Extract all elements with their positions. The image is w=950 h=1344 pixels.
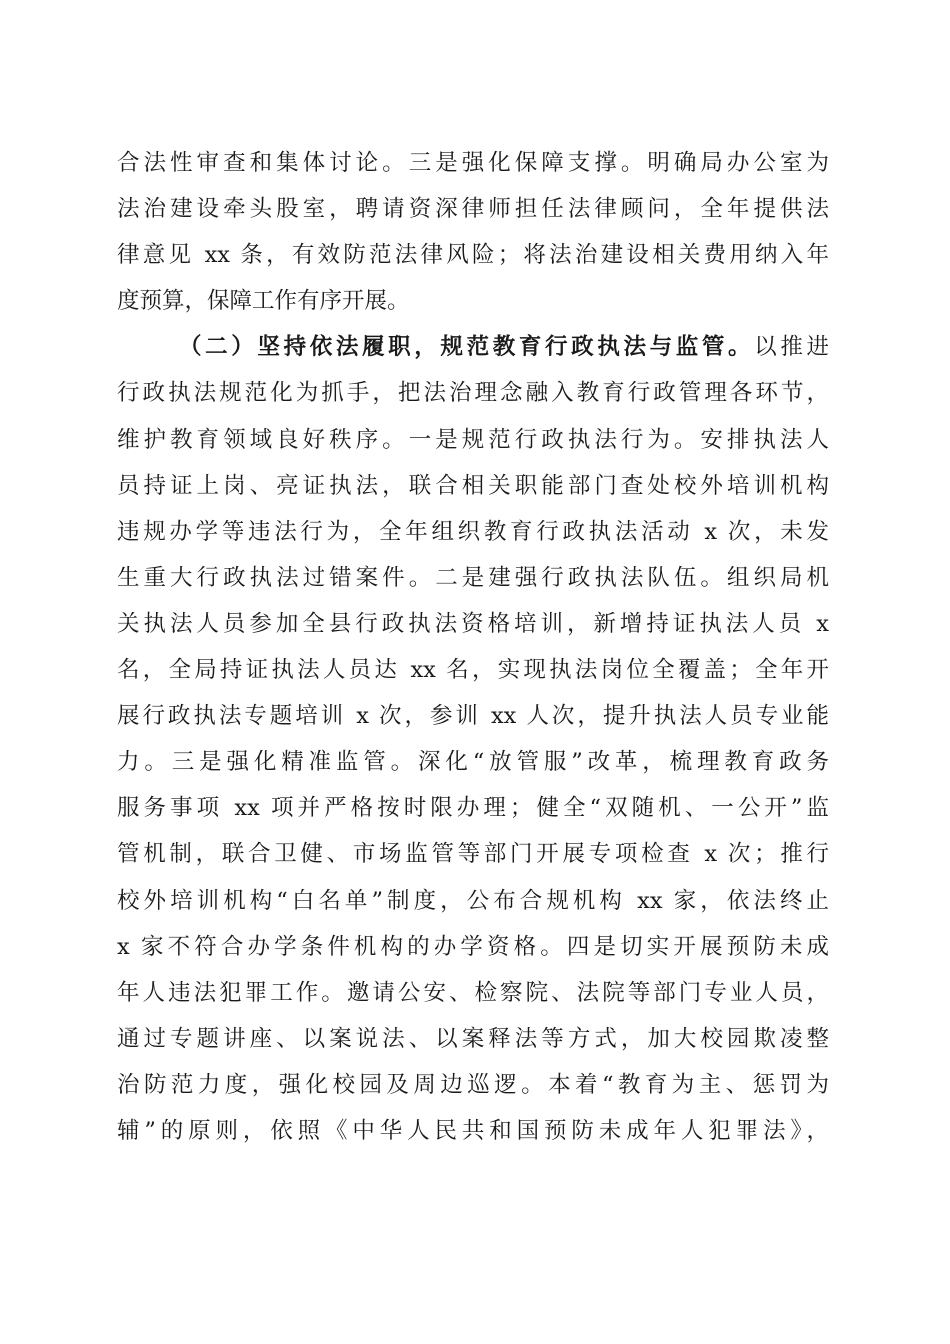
paragraph-line: 维护教育领域良好秩序。一是规范行政执法行为。安排执法人 [117,426,829,453]
paragraph-line: 度预算，保障工作有序开展。 [117,288,410,315]
paragraph-line: 合法性审查和集体讨论。三是强化保障支撑。明确局办公室为 [117,150,829,176]
paragraph-line: 校外培训机构“白名单”制度，公布合规机构 xx 家，依法终止 [117,887,829,914]
paragraph-line: 力。三是强化精准监管。深化“放管服”改革，梳理教育政务 [117,749,829,776]
paragraph-line: 生重大行政执法过错案件。二是建强行政执法队伍。组织局机 [117,564,829,591]
paragraph-line: 法治建设牵头股室，聘请资深律师担任法律顾问，全年提供法 [117,196,829,223]
paragraph-line: 展行政执法专题培训 x 次，参训 xx 人次，提升执法人员专业能 [117,703,829,730]
paragraph-line: 服务事项 xx 项并严格按时限办理；健全“双随机、一公开”监 [117,795,829,822]
paragraph-line: 通过专题讲座、以案说法、以案释法等方式，加大校园欺凌整 [117,1025,829,1052]
paragraph-line: 年人违法犯罪工作。邀请公安、检察院、法院等部门专业人员， [117,979,829,1006]
paragraph-line: 管机制，联合卫健、市场监管等部门开展专项检查 x 次；推行 [117,841,829,868]
paragraph-line: x 家不符合办学条件机构的办学资格。四是切实开展预防未成 [117,933,829,960]
paragraph-line: 员持证上岗、亮证执法，联合相关职能部门查处校外培训机构 [117,472,829,499]
paragraph-line: 行政执法规范化为抓手，把法治理念融入教育行政管理各环节， [117,380,829,407]
body-text [117,140,829,1154]
paragraph-line: 治防范力度，强化校园及周边巡逻。本着“教育为主、惩罚为 [117,1071,829,1098]
section-heading-line [117,324,829,370]
paragraph-line: 违规办学等违法行为，全年组织教育行政执法活动 x 次，未发 [117,518,829,545]
paragraph-line: 名，全局持证执法人员达 xx 名，实现执法岗位全覆盖；全年开 [117,657,829,684]
section-heading: （二）坚持依法履职，规范教育行政执法与监管。 [179,334,755,361]
paragraph-line: 关执法人员参加全县行政执法资格培训，新增持证执法人员 x [117,610,829,637]
section-heading-rest: 以推进 [754,334,829,361]
paragraph-line: 辅”的原则，依照《中华人民共和国预防未成年人犯罪法》， [117,1117,829,1144]
paragraph-line: 律意见 xx 条，有效防范法律风险；将法治建设相关费用纳入年 [117,242,829,269]
